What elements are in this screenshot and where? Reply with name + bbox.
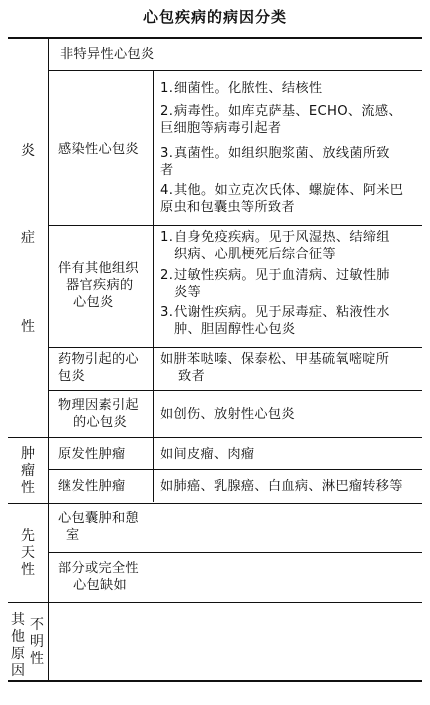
category-tumor-char-3: 性 <box>21 480 35 496</box>
category-other-char-2: 他 <box>11 629 25 645</box>
infectious-item-4-line-2: 原虫和包囊虫等所致者 <box>160 200 295 215</box>
rule-congenital-bottom <box>8 602 422 603</box>
category-other-char-4: 因 <box>11 663 25 679</box>
infectious-item-3-line-2: 者 <box>160 163 174 178</box>
row-physical-label-line-1: 物理因素引起 <box>58 398 139 413</box>
row-drug-desc-line-1: 如肼苯哒嗪、保泰松、甲基硫氧嘧啶所 <box>160 352 390 367</box>
top-thick-rule <box>8 37 422 39</box>
row-primary-tumor-label: 原发性肿瘤 <box>58 447 126 462</box>
row-absence-label-line-1: 部分或完全性 <box>58 561 139 576</box>
category-tumor-char-2: 瘤 <box>21 463 35 479</box>
systemic-item-3-line-2: 肿、胆固醇性心包炎 <box>174 322 296 337</box>
infectious-item-3: 3.真菌性。如组织胞浆菌、放线菌所致 <box>160 146 390 161</box>
row-secondary-tumor-label: 继发性肿瘤 <box>58 479 126 494</box>
category-other-char-1: 其 <box>11 612 25 628</box>
rule-primary-tumor-bottom <box>49 469 422 470</box>
category-inflammatory-char-1: 炎 <box>21 143 35 159</box>
rule-nonspecific-bottom <box>49 70 422 71</box>
row-drug-desc-line-2: 致者 <box>178 369 205 384</box>
row-physical-desc: 如创伤、放射性心包炎 <box>160 407 295 422</box>
category-tumor-char-1: 肿 <box>21 446 35 462</box>
infectious-item-1: 1.细菌性。化脓性、结核性 <box>160 81 323 96</box>
row-primary-tumor-desc: 如间皮瘤、肉瘤 <box>160 447 255 462</box>
bottom-thick-rule <box>8 680 422 682</box>
infectious-item-2: 2.病毒性。如库克萨基、ECHO、流感、 <box>160 104 402 119</box>
systemic-item-1: 1.自身免疫疾病。见于风湿热、结缔组 <box>160 230 390 245</box>
category-inflammatory-char-3: 性 <box>21 319 35 335</box>
row-systemic-label-line-3: 心包炎 <box>73 295 114 310</box>
rule-label-column <box>153 71 154 502</box>
rule-infectious-bottom <box>49 225 422 226</box>
category-congenital-char-2: 天 <box>21 545 35 561</box>
rule-inflammatory-bottom <box>8 437 422 438</box>
systemic-item-2: 2.过敏性疾病。见于血清病、过敏性肺 <box>160 268 390 283</box>
row-cyst-label-line-1: 心包囊肿和憩 <box>58 511 139 526</box>
row-drug-label-line-2: 包炎 <box>58 369 85 384</box>
infectious-item-2-line-2: 巨细胞等病毒引起者 <box>160 121 282 136</box>
row-systemic-label-line-1: 伴有其他组织 <box>58 261 139 276</box>
systemic-item-1-line-2: 织病、心肌梗死后综合征等 <box>174 247 336 262</box>
row-drug-label-line-1: 药物引起的心 <box>58 352 139 367</box>
row-nonspecific-label: 非特异性心包炎 <box>60 47 155 62</box>
systemic-item-2-line-2: 炎等 <box>174 285 201 300</box>
page-title: 心包疾病的病因分类 <box>142 8 287 26</box>
row-systemic-label-line-2: 器官疾病的 <box>66 278 134 293</box>
category-unknown-char-3: 性 <box>30 651 44 667</box>
row-cyst-label-line-2: 室 <box>66 528 80 543</box>
category-other-char-3: 原 <box>11 646 25 662</box>
rule-cyst-bottom <box>49 552 422 553</box>
infectious-item-4: 4.其他。如立克次氏体、螺旋体、阿米巴 <box>160 183 404 198</box>
row-absence-label-line-2: 心包缺如 <box>73 578 127 593</box>
rule-tumor-bottom <box>8 503 422 504</box>
category-unknown-char-2: 明 <box>30 634 44 650</box>
category-congenital-char-1: 先 <box>21 528 35 544</box>
rule-drug-bottom <box>49 390 422 391</box>
row-infectious-label: 感染性心包炎 <box>58 142 139 157</box>
category-inflammatory-char-2: 症 <box>21 230 35 246</box>
category-unknown-char-1: 不 <box>30 617 44 633</box>
row-physical-label-line-2: 的心包炎 <box>73 415 127 430</box>
systemic-item-3: 3.代谢性疾病。见于尿毒症、粘液性水 <box>160 305 390 320</box>
category-congenital-char-3: 性 <box>21 562 35 578</box>
row-secondary-tumor-desc: 如肺癌、乳腺癌、白血病、淋巴瘤转移等 <box>160 479 403 494</box>
rule-category-column <box>48 39 49 680</box>
rule-systemic-bottom <box>49 347 422 348</box>
